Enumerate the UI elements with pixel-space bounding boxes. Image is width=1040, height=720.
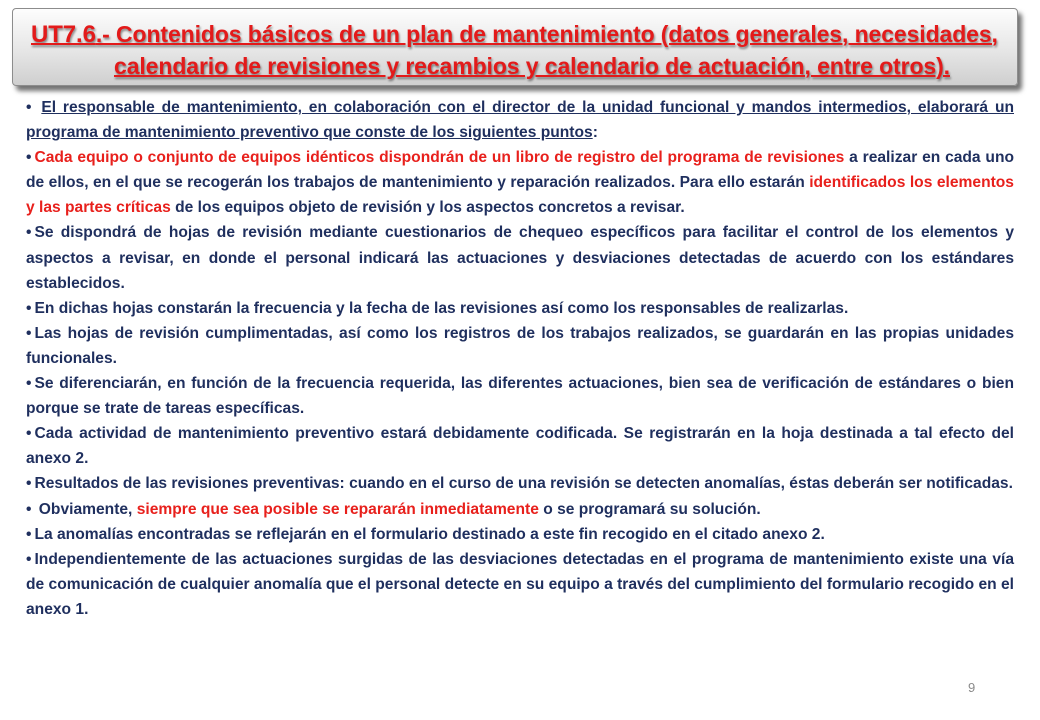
paragraph [26, 296, 1014, 321]
paragraph [26, 547, 1014, 622]
paragraph-text: Se diferenciarán, en función de la frecuencia requerida, las diferentes actuaciones, bien sea de verificación de estándares o bien porque se trate de tareas específicas. [26, 375, 1014, 418]
bullet: • [26, 425, 32, 443]
paragraph [26, 371, 1014, 421]
bullet: • [26, 525, 32, 543]
paragraph [26, 471, 1014, 496]
bullet: • [26, 550, 32, 568]
paragraph-text: Obviamente, [34, 500, 137, 518]
paragraph [26, 145, 1014, 220]
bullet: • [26, 299, 32, 317]
paragraph-text: o se programará su solución. [538, 500, 761, 518]
page-number: 9 [968, 680, 976, 695]
paragraph [26, 522, 1014, 547]
paragraph-text: La anomalías encontradas se reflejarán en el formulario destinado a este fin recogido en el citado anexo 2. [34, 525, 825, 543]
title-line-1 [31, 21, 998, 49]
paragraph [26, 321, 1014, 371]
bullet: • [26, 99, 32, 116]
title-banner [12, 8, 1018, 86]
paragraph [26, 421, 1014, 471]
bullet: • [26, 475, 32, 493]
unit-code: UT7.6 [31, 21, 96, 48]
paragraph-text: Cada actividad de mantenimiento preventivo estará debidamente codificada. Se registrarán en la hoja destinada a tal efecto del anexo 2. [26, 425, 1014, 468]
title-line-2: calendario de revisiones y recambios y calendario de actuación, entre otros). [114, 53, 950, 79]
paragraph-text: Las hojas de revisión cumplimentadas, así como los registros de los trabajos realizados, se guardarán en las propias unidades funcionales. [26, 324, 1014, 367]
bullet: • [26, 324, 32, 342]
paragraph-text: de los equipos objeto de revisión y los aspectos concretos a revisar. [170, 199, 685, 217]
paragraph [26, 497, 1014, 522]
bullet: • [26, 500, 32, 518]
bullet: • [26, 375, 32, 393]
paragraph-text: Resultados de las revisiones preventivas: cuando en el curso de una revisión se detecten anomalías, éstas deberán ser notificadas. [34, 475, 1013, 493]
body-content [26, 95, 1014, 622]
title-text-1: .- Contenidos básicos de un plan de mantenimiento (datos generales, necesidades, [95, 21, 998, 47]
paragraph-text: En dichas hojas constarán la frecuencia y la fecha de las revisiones así como los responsables de realizarlas. [34, 299, 849, 317]
emphasis-text: siempre que sea posible se repararán inmediatamente [136, 500, 539, 518]
intro-colon: : [592, 124, 598, 142]
paragraph-text: Se dispondrá de hojas de revisión mediante cuestionarios de chequeo específicos para facilitar el control de los elementos y aspectos a revisar, en donde el personal indicará las actuaciones y desviaciones detectadas de acuerdo con los estándares establecidos. [26, 224, 1014, 292]
bullet: • [26, 149, 32, 167]
emphasis-text: identificados los elementos y las partes críticas [26, 174, 1014, 217]
emphasis-text: Cada equipo o conjunto de equipos idénticos dispondrán de un libro de registro del programa de revisiones [34, 149, 845, 167]
bullet: • [26, 224, 32, 242]
intro-text: El responsable de mantenimiento, en colaboración con el director de la unidad funcional y mandos intermedios, elaborará un programa de mantenimiento preventivo que conste de los siguientes puntos [26, 99, 1014, 142]
paragraph-text: a realizar en cada uno de ellos, en el que se recogerán los trabajos de mantenimiento y reparación realizados. Para ello estarán [26, 149, 1014, 192]
paragraph-text: Independientemente de las actuaciones surgidas de las desviaciones detectadas en el programa de mantenimiento existe una vía de comunicación de cualquier anomalía que el personal detecte en su equipo a través del cumplimiento del formulario recogido en el anexo 1. [26, 550, 1014, 618]
paragraph [26, 220, 1014, 295]
paragraph [26, 95, 1014, 145]
